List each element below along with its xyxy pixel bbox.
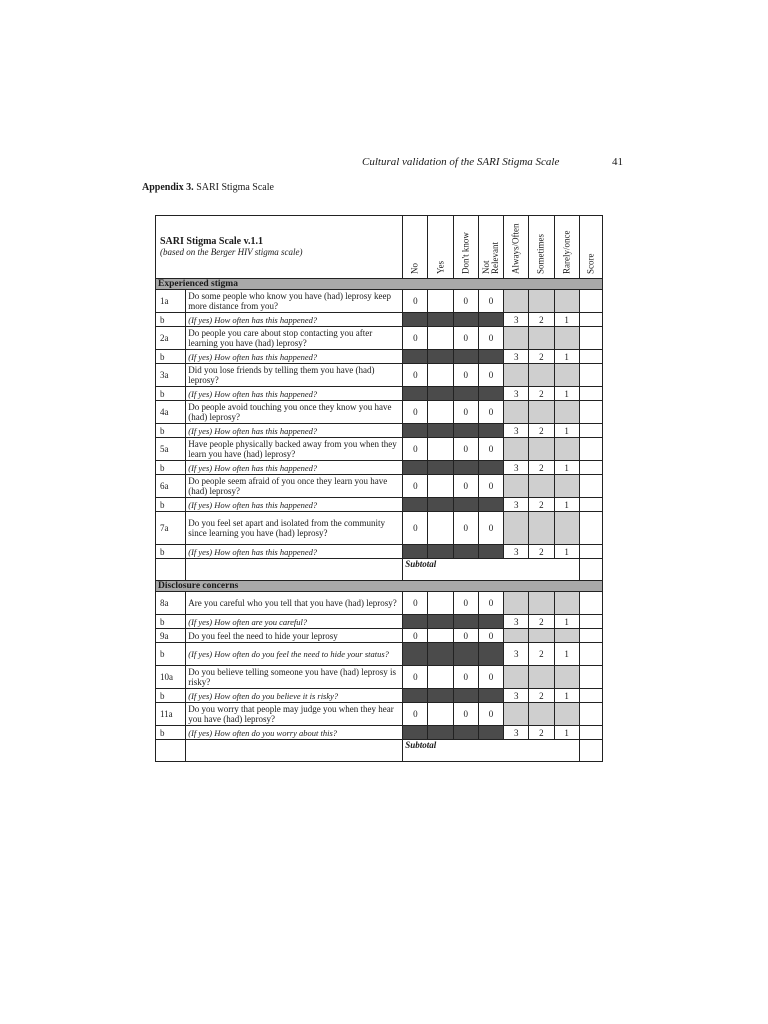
- item-id: 8a: [156, 592, 186, 615]
- frequency-cell: 2: [529, 615, 554, 629]
- score-cell: [579, 512, 602, 545]
- follow-up-question: (If yes) How often do you believe it is risky?: [186, 689, 403, 703]
- blocked-cell: [428, 615, 453, 629]
- score-cell: [579, 290, 602, 313]
- answer-cell: 0: [403, 592, 428, 615]
- section-header-row: [156, 581, 603, 592]
- answer-cell: [428, 512, 453, 545]
- shaded-cell: [529, 327, 554, 350]
- question-text: Did you lose friends by telling them you have (had) leprosy?: [186, 364, 403, 387]
- table-row: [156, 689, 603, 703]
- running-title: Cultural validation of the SARI Stigma Scale: [362, 156, 560, 168]
- score-cell: [579, 643, 602, 666]
- blocked-cell: [453, 424, 478, 438]
- table-row: [156, 666, 603, 689]
- answer-cell: [428, 290, 453, 313]
- blocked-cell: [428, 313, 453, 327]
- frequency-cell: 2: [529, 387, 554, 401]
- frequency-cell: 2: [529, 424, 554, 438]
- shaded-cell: [529, 629, 554, 643]
- shaded-cell: [504, 364, 529, 387]
- shaded-cell: [504, 401, 529, 424]
- answer-cell: 0: [453, 512, 478, 545]
- blocked-cell: [428, 498, 453, 512]
- blocked-cell: [403, 424, 428, 438]
- col-header-always-often: Always/Often: [504, 216, 529, 279]
- blocked-cell: [403, 350, 428, 364]
- item-id: b: [156, 424, 186, 438]
- col-header-yes: Yes: [428, 216, 453, 279]
- answer-cell: 0: [478, 703, 503, 726]
- subtotal-blank: [186, 740, 403, 762]
- score-cell: [579, 498, 602, 512]
- shaded-cell: [554, 703, 579, 726]
- shaded-cell: [554, 438, 579, 461]
- question-text: Do people avoid touching you once they know you have (had) leprosy?: [186, 401, 403, 424]
- shaded-cell: [504, 475, 529, 498]
- blocked-cell: [428, 726, 453, 740]
- question-text: Do you feel set apart and isolated from the community since learning you have (had) leprosy?: [186, 512, 403, 545]
- item-id: 6a: [156, 475, 186, 498]
- shaded-cell: [529, 438, 554, 461]
- subtotal-score: [579, 740, 602, 762]
- blocked-cell: [478, 689, 503, 703]
- table-row: [156, 350, 603, 364]
- blocked-cell: [428, 643, 453, 666]
- score-cell: [579, 703, 602, 726]
- blocked-cell: [453, 545, 478, 559]
- answer-cell: [428, 364, 453, 387]
- blocked-cell: [478, 498, 503, 512]
- item-id: b: [156, 643, 186, 666]
- blocked-cell: [403, 689, 428, 703]
- table-row: [156, 327, 603, 350]
- score-cell: [579, 387, 602, 401]
- table-title: SARI Stigma Scale v.1.1: [160, 236, 264, 247]
- appendix-title: SARI Stigma Scale: [196, 182, 274, 193]
- score-cell: [579, 327, 602, 350]
- follow-up-question: (If yes) How often has this happened?: [186, 498, 403, 512]
- table-row: [156, 512, 603, 545]
- answer-cell: [428, 592, 453, 615]
- item-id: 4a: [156, 401, 186, 424]
- subtotal-label: Subtotal: [403, 740, 580, 762]
- frequency-cell: 2: [529, 461, 554, 475]
- table-row: [156, 703, 603, 726]
- table-title-cell: [156, 216, 403, 279]
- blocked-cell: [478, 350, 503, 364]
- answer-cell: 0: [478, 629, 503, 643]
- col-header-not-relevant: Not Relevant: [478, 216, 503, 279]
- score-cell: [579, 313, 602, 327]
- blocked-cell: [478, 424, 503, 438]
- score-cell: [579, 438, 602, 461]
- answer-cell: 0: [403, 666, 428, 689]
- frequency-cell: 3: [504, 424, 529, 438]
- blocked-cell: [478, 545, 503, 559]
- blocked-cell: [403, 461, 428, 475]
- frequency-cell: 1: [554, 726, 579, 740]
- answer-cell: 0: [403, 401, 428, 424]
- answer-cell: 0: [403, 512, 428, 545]
- shaded-cell: [554, 592, 579, 615]
- table-row: [156, 615, 603, 629]
- table-row: [156, 424, 603, 438]
- section-title: Disclosure concerns: [156, 581, 603, 592]
- answer-cell: 0: [478, 592, 503, 615]
- answer-cell: 0: [478, 475, 503, 498]
- blocked-cell: [403, 643, 428, 666]
- table-row: [156, 364, 603, 387]
- score-cell: [579, 666, 602, 689]
- answer-cell: 0: [403, 475, 428, 498]
- table-row: [156, 545, 603, 559]
- question-text: Do you feel the need to hide your leprosy: [186, 629, 403, 643]
- item-id: b: [156, 498, 186, 512]
- answer-cell: 0: [478, 512, 503, 545]
- item-id: b: [156, 313, 186, 327]
- score-cell: [579, 726, 602, 740]
- answer-cell: 0: [453, 666, 478, 689]
- item-id: 1a: [156, 290, 186, 313]
- frequency-cell: 1: [554, 689, 579, 703]
- item-id: b: [156, 615, 186, 629]
- score-cell: [579, 424, 602, 438]
- frequency-cell: 3: [504, 545, 529, 559]
- answer-cell: [428, 666, 453, 689]
- blocked-cell: [478, 726, 503, 740]
- blocked-cell: [403, 313, 428, 327]
- frequency-cell: 2: [529, 313, 554, 327]
- table-row: [156, 387, 603, 401]
- score-cell: [579, 364, 602, 387]
- blocked-cell: [403, 615, 428, 629]
- item-id: b: [156, 545, 186, 559]
- follow-up-question: (If yes) How often are you careful?: [186, 615, 403, 629]
- score-cell: [579, 461, 602, 475]
- follow-up-question: (If yes) How often do you feel the need to hide your status?: [186, 643, 403, 666]
- answer-cell: 0: [478, 438, 503, 461]
- item-id: b: [156, 387, 186, 401]
- frequency-cell: 3: [504, 461, 529, 475]
- answer-cell: [428, 475, 453, 498]
- table-row: [156, 592, 603, 615]
- item-id: 10a: [156, 666, 186, 689]
- score-cell: [579, 475, 602, 498]
- answer-cell: [428, 629, 453, 643]
- blocked-cell: [453, 498, 478, 512]
- blocked-cell: [453, 726, 478, 740]
- item-id: 3a: [156, 364, 186, 387]
- page-number: 41: [612, 156, 623, 168]
- answer-cell: 0: [403, 290, 428, 313]
- col-header-rarely-once: Rarely/once: [554, 216, 579, 279]
- blocked-cell: [403, 726, 428, 740]
- blocked-cell: [403, 387, 428, 401]
- blocked-cell: [428, 424, 453, 438]
- blocked-cell: [453, 387, 478, 401]
- shaded-cell: [504, 438, 529, 461]
- shaded-cell: [529, 401, 554, 424]
- section-title: Experienced stigma: [156, 279, 603, 290]
- item-id: b: [156, 461, 186, 475]
- shaded-cell: [529, 592, 554, 615]
- blocked-cell: [478, 387, 503, 401]
- blocked-cell: [478, 313, 503, 327]
- answer-cell: 0: [403, 629, 428, 643]
- shaded-cell: [554, 290, 579, 313]
- blocked-cell: [428, 545, 453, 559]
- col-header-no: No: [403, 216, 428, 279]
- blocked-cell: [453, 350, 478, 364]
- table-header-row: [156, 216, 603, 279]
- blocked-cell: [403, 545, 428, 559]
- table-row: [156, 475, 603, 498]
- shaded-cell: [504, 666, 529, 689]
- answer-cell: 0: [478, 290, 503, 313]
- sari-stigma-table: [155, 215, 603, 762]
- item-id: b: [156, 350, 186, 364]
- subtotal-blank: [156, 740, 186, 762]
- col-header-dont-know: Don't know: [453, 216, 478, 279]
- answer-cell: 0: [453, 290, 478, 313]
- score-cell: [579, 689, 602, 703]
- blocked-cell: [453, 689, 478, 703]
- col-header-sometimes: Sometimes: [529, 216, 554, 279]
- shaded-cell: [554, 629, 579, 643]
- answer-cell: 0: [403, 327, 428, 350]
- shaded-cell: [554, 327, 579, 350]
- blocked-cell: [478, 643, 503, 666]
- frequency-cell: 1: [554, 615, 579, 629]
- frequency-cell: 2: [529, 689, 554, 703]
- shaded-cell: [554, 364, 579, 387]
- table-row: [156, 498, 603, 512]
- blocked-cell: [403, 498, 428, 512]
- blocked-cell: [453, 461, 478, 475]
- frequency-cell: 3: [504, 643, 529, 666]
- shaded-cell: [504, 512, 529, 545]
- answer-cell: 0: [478, 327, 503, 350]
- answer-cell: 0: [453, 401, 478, 424]
- blocked-cell: [428, 461, 453, 475]
- answer-cell: 0: [478, 401, 503, 424]
- shaded-cell: [529, 290, 554, 313]
- subtotal-row: [156, 740, 603, 762]
- table-row: [156, 290, 603, 313]
- shaded-cell: [529, 364, 554, 387]
- subtotal-blank: [186, 559, 403, 581]
- frequency-cell: 1: [554, 461, 579, 475]
- answer-cell: 0: [453, 703, 478, 726]
- answer-cell: 0: [403, 703, 428, 726]
- answer-cell: [428, 438, 453, 461]
- shaded-cell: [554, 512, 579, 545]
- score-cell: [579, 615, 602, 629]
- appendix-label: Appendix 3.: [142, 182, 194, 193]
- shaded-cell: [554, 475, 579, 498]
- frequency-cell: 2: [529, 350, 554, 364]
- follow-up-question: (If yes) How often do you worry about this?: [186, 726, 403, 740]
- frequency-cell: 1: [554, 387, 579, 401]
- shaded-cell: [529, 512, 554, 545]
- subtotal-label: Subtotal: [403, 559, 580, 581]
- item-id: 11a: [156, 703, 186, 726]
- item-id: b: [156, 726, 186, 740]
- item-id: 5a: [156, 438, 186, 461]
- subtotal-row: [156, 559, 603, 581]
- shaded-cell: [529, 703, 554, 726]
- shaded-cell: [504, 592, 529, 615]
- frequency-cell: 3: [504, 498, 529, 512]
- frequency-cell: 1: [554, 424, 579, 438]
- answer-cell: 0: [453, 629, 478, 643]
- follow-up-question: (If yes) How often has this happened?: [186, 350, 403, 364]
- follow-up-question: (If yes) How often has this happened?: [186, 387, 403, 401]
- score-cell: [579, 350, 602, 364]
- shaded-cell: [504, 290, 529, 313]
- question-text: Do you worry that people may judge you when they hear you have (had) leprosy?: [186, 703, 403, 726]
- shaded-cell: [504, 327, 529, 350]
- frequency-cell: 2: [529, 726, 554, 740]
- answer-cell: 0: [453, 364, 478, 387]
- appendix-caption: [142, 182, 274, 193]
- frequency-cell: 2: [529, 545, 554, 559]
- shaded-cell: [504, 703, 529, 726]
- answer-cell: [428, 703, 453, 726]
- table-row: [156, 313, 603, 327]
- question-text: Do some people who know you have (had) leprosy keep more distance from you?: [186, 290, 403, 313]
- follow-up-question: (If yes) How often has this happened?: [186, 313, 403, 327]
- score-cell: [579, 592, 602, 615]
- blocked-cell: [453, 615, 478, 629]
- item-id: 9a: [156, 629, 186, 643]
- question-text: Do people you care about stop contacting you after learning you have (had) leprosy?: [186, 327, 403, 350]
- blocked-cell: [478, 615, 503, 629]
- col-header-score: Score: [579, 216, 602, 279]
- frequency-cell: 1: [554, 643, 579, 666]
- score-cell: [579, 629, 602, 643]
- subtotal-score: [579, 559, 602, 581]
- blocked-cell: [453, 643, 478, 666]
- score-cell: [579, 545, 602, 559]
- item-id: 7a: [156, 512, 186, 545]
- shaded-cell: [554, 401, 579, 424]
- item-id: 2a: [156, 327, 186, 350]
- answer-cell: 0: [478, 666, 503, 689]
- shaded-cell: [554, 666, 579, 689]
- item-id: b: [156, 689, 186, 703]
- blocked-cell: [453, 313, 478, 327]
- follow-up-question: (If yes) How often has this happened?: [186, 424, 403, 438]
- follow-up-question: (If yes) How often has this happened?: [186, 545, 403, 559]
- shaded-cell: [529, 475, 554, 498]
- table-row: [156, 461, 603, 475]
- frequency-cell: 3: [504, 313, 529, 327]
- answer-cell: 0: [478, 364, 503, 387]
- table-row: [156, 643, 603, 666]
- subtotal-blank: [156, 559, 186, 581]
- frequency-cell: 1: [554, 350, 579, 364]
- question-text: Have people physically backed away from you when they learn you have (had) leprosy?: [186, 438, 403, 461]
- frequency-cell: 3: [504, 387, 529, 401]
- frequency-cell: 1: [554, 498, 579, 512]
- frequency-cell: 1: [554, 545, 579, 559]
- score-cell: [579, 401, 602, 424]
- answer-cell: [428, 401, 453, 424]
- question-text: Do people seem afraid of you once they learn you have (had) leprosy?: [186, 475, 403, 498]
- table-row: [156, 401, 603, 424]
- frequency-cell: 1: [554, 313, 579, 327]
- follow-up-question: (If yes) How often has this happened?: [186, 461, 403, 475]
- frequency-cell: 2: [529, 643, 554, 666]
- table-subtitle: (based on the Berger HIV stigma scale): [160, 247, 303, 257]
- table-row: [156, 438, 603, 461]
- answer-cell: 0: [403, 438, 428, 461]
- question-text: Do you believe telling someone you have (had) leprosy is risky?: [186, 666, 403, 689]
- answer-cell: 0: [453, 327, 478, 350]
- frequency-cell: 3: [504, 350, 529, 364]
- blocked-cell: [428, 689, 453, 703]
- answer-cell: 0: [453, 592, 478, 615]
- question-text: Are you careful who you tell that you have (had) leprosy?: [186, 592, 403, 615]
- answer-cell: 0: [453, 475, 478, 498]
- frequency-cell: 2: [529, 498, 554, 512]
- answer-cell: 0: [403, 364, 428, 387]
- frequency-cell: 3: [504, 615, 529, 629]
- shaded-cell: [504, 629, 529, 643]
- frequency-cell: 3: [504, 726, 529, 740]
- answer-cell: [428, 327, 453, 350]
- frequency-cell: 3: [504, 689, 529, 703]
- blocked-cell: [428, 350, 453, 364]
- blocked-cell: [428, 387, 453, 401]
- table-row: [156, 726, 603, 740]
- section-header-row: [156, 279, 603, 290]
- shaded-cell: [529, 666, 554, 689]
- blocked-cell: [478, 461, 503, 475]
- table-row: [156, 629, 603, 643]
- answer-cell: 0: [453, 438, 478, 461]
